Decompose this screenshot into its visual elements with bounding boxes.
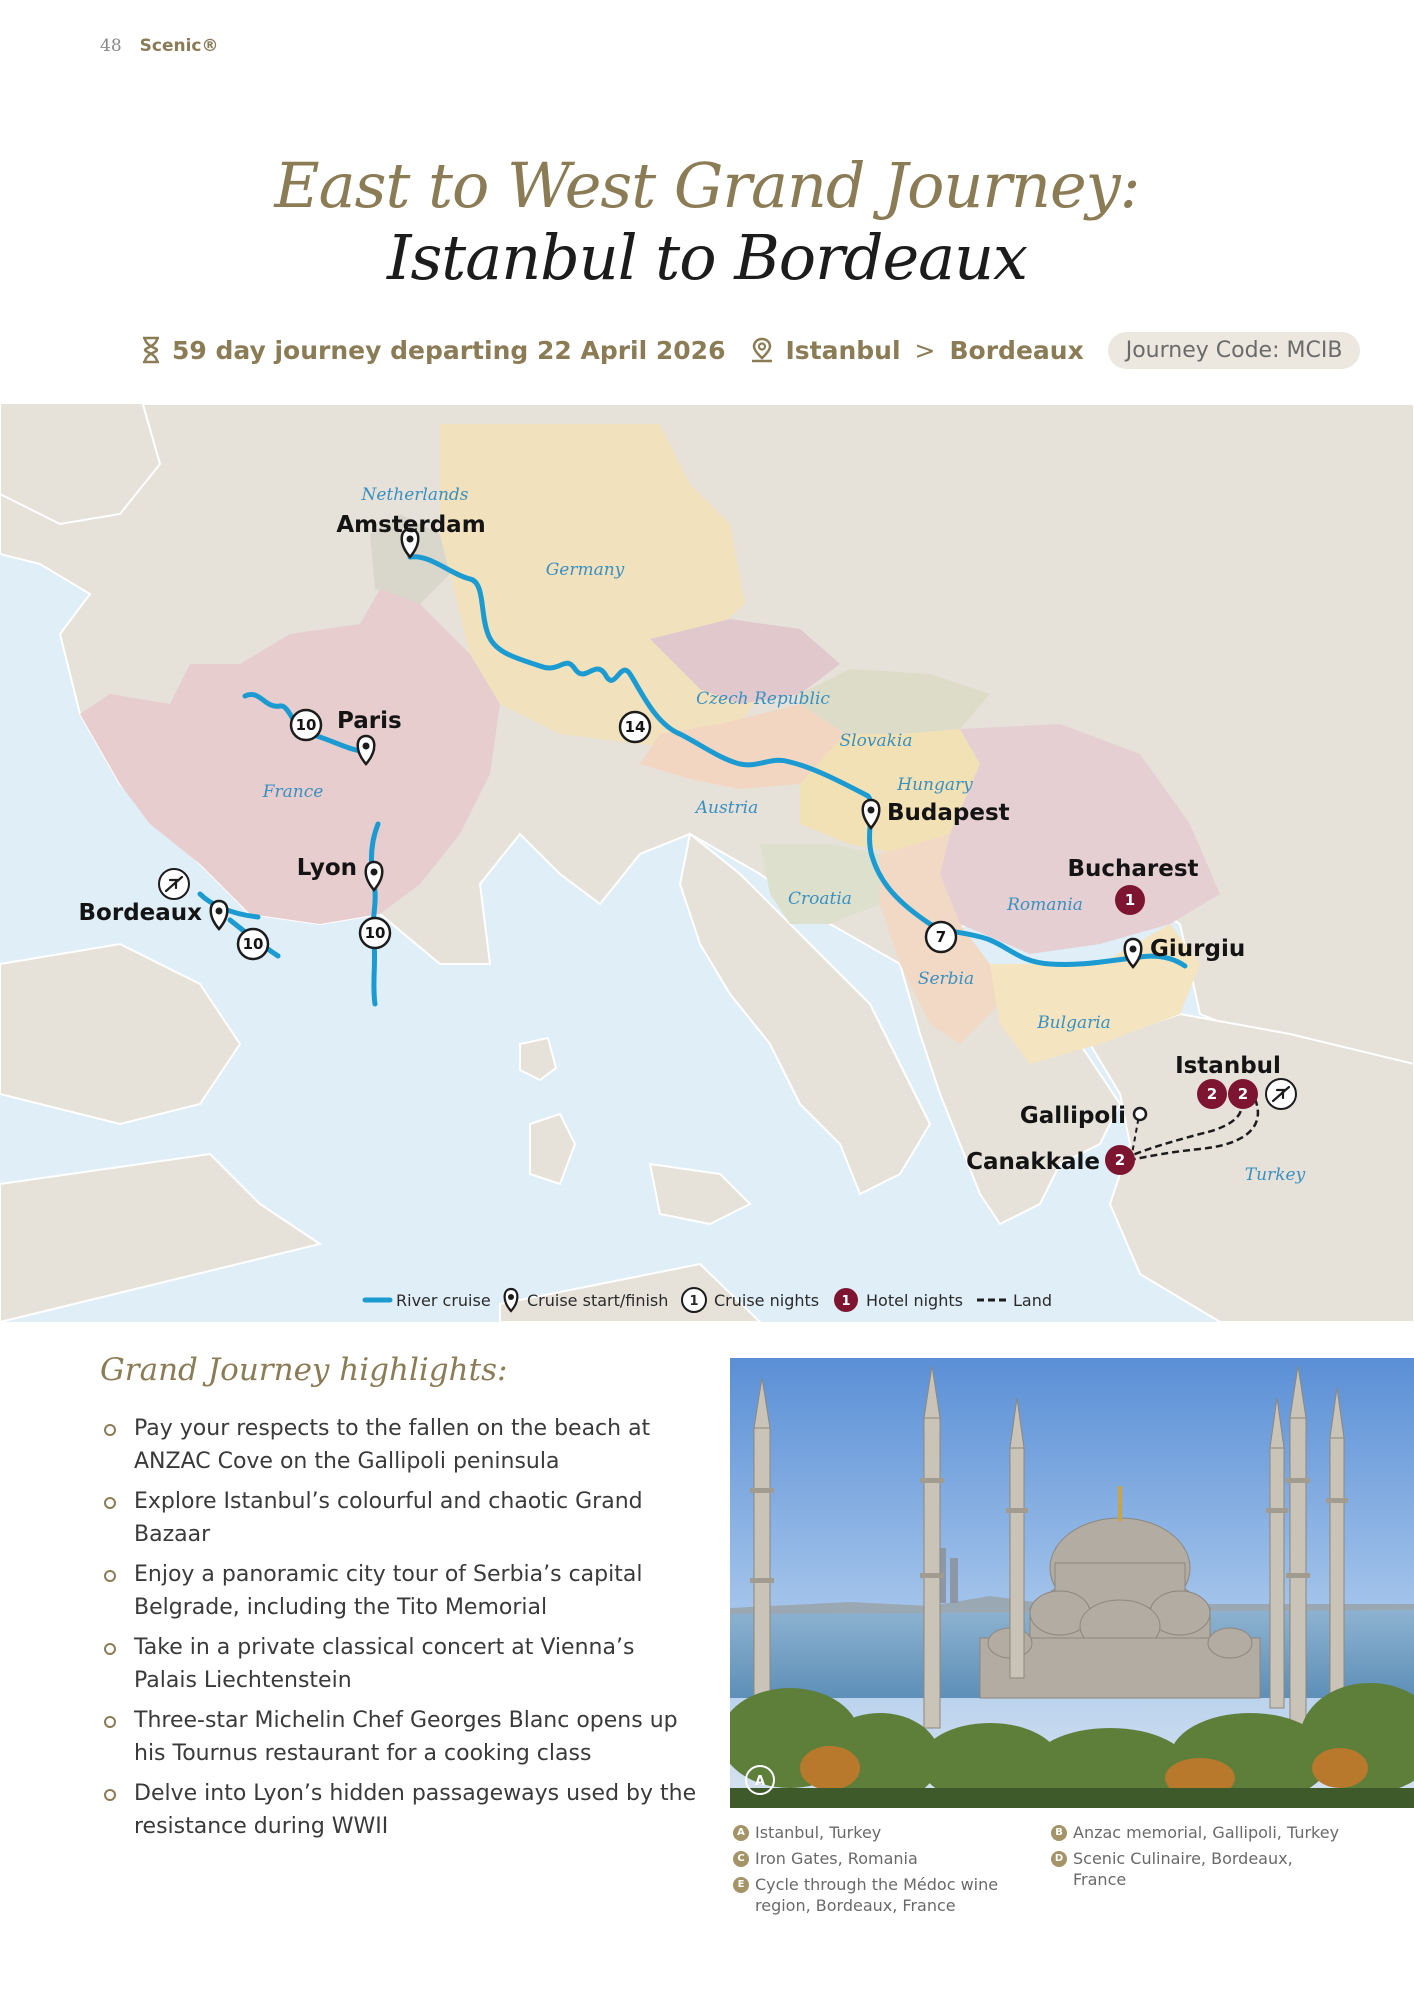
caption-text: Cycle through the Médoc wine region, Bordeaux, France <box>755 1875 999 1915</box>
cruise-nights-value: 7 <box>935 928 947 946</box>
city-paris: Paris <box>337 708 402 734</box>
cruise-nights-badge <box>291 710 321 740</box>
label-bulgaria: Bulgaria <box>1037 1013 1111 1033</box>
legend-river-cruise: River cruise <box>396 1291 491 1310</box>
list-item <box>100 1558 700 1624</box>
label-turkey: Turkey <box>1244 1165 1306 1185</box>
cruise-nights-value: 10 <box>242 935 264 953</box>
hotel-nights-badge <box>1115 885 1145 915</box>
caption-letter: E <box>733 1877 749 1893</box>
hotel-nights-value: 2 <box>1206 1085 1218 1103</box>
list-item <box>100 1485 700 1551</box>
city-bordeaux: Bordeaux <box>78 900 202 926</box>
cruise-nights-value: 10 <box>364 924 386 942</box>
hotel-nights-badge <box>1228 1079 1258 1109</box>
city-budapest: Budapest <box>887 800 1010 826</box>
caption-item <box>1051 1822 1351 1843</box>
gallipoli-marker <box>1134 1108 1146 1120</box>
highlight-text: Pay your respects to the fallen on the beach at ANZAC Cove on the Gallipoli peninsula <box>134 1416 651 1474</box>
highlight-text: Take in a private classical concert at Vienna’s Palais Liechtenstein <box>134 1635 635 1693</box>
legend-cruise-nights: Cruise nights <box>714 1291 820 1310</box>
bullet-icon <box>104 1716 116 1728</box>
list-item <box>100 1631 700 1697</box>
journey-duration: 59 day journey departing 22 April 2026 <box>172 335 726 365</box>
caption-item <box>733 1874 1033 1916</box>
airplane-icon <box>159 869 189 899</box>
journey-meta <box>140 330 1360 370</box>
cruise-nights-badge <box>238 929 268 959</box>
label-romania: Romania <box>1007 895 1083 915</box>
caption-item <box>1051 1848 1311 1890</box>
caption-text: Istanbul, Turkey <box>755 1823 882 1842</box>
route-from: Istanbul <box>785 335 901 365</box>
caption-letter: B <box>1051 1825 1067 1841</box>
highlights-title: Grand Journey highlights: <box>100 1352 508 1388</box>
cruise-nights-value: 14 <box>624 718 646 736</box>
caption-item <box>733 1822 1033 1843</box>
route-to: Bordeaux <box>949 335 1084 365</box>
label-austria: Austria <box>695 798 759 818</box>
bullet-icon <box>104 1643 116 1655</box>
city-istanbul: Istanbul <box>1175 1053 1281 1079</box>
page-title <box>0 150 1414 294</box>
highlight-text: Explore Istanbul’s colourful and chaotic Grand Bazaar <box>134 1489 643 1547</box>
legend-hotel-nights: Hotel nights <box>866 1291 963 1310</box>
city-giurgiu: Giurgiu <box>1150 936 1246 962</box>
page-header <box>100 36 219 56</box>
cruise-nights-badge <box>360 918 390 948</box>
legend-land: Land <box>1013 1291 1053 1310</box>
caption-item <box>733 1848 1033 1869</box>
label-czech-republic: Czech Republic <box>696 689 830 709</box>
hourglass-icon <box>140 336 162 364</box>
caption-letter: A <box>733 1825 749 1841</box>
caption-text: Iron Gates, Romania <box>755 1849 918 1868</box>
hotel-nights-value: 2 <box>1237 1085 1249 1103</box>
bullet-icon <box>104 1789 116 1801</box>
route-map <box>0 404 1414 1322</box>
location-pin-icon <box>749 336 775 364</box>
caption-text: Scenic Culinaire, Bordeaux, France <box>1073 1849 1293 1889</box>
bullet-icon <box>104 1570 116 1582</box>
label-france: France <box>262 782 324 802</box>
highlight-text: Enjoy a panoramic city tour of Serbia’s capital Belgrade, including the Tito Memorial <box>134 1562 643 1620</box>
photo-badge-letter: A <box>754 1774 766 1789</box>
caption-letter: C <box>733 1851 749 1867</box>
legend-cruise-start-finish: Cruise start/finish <box>527 1291 669 1310</box>
hotel-nights-badge <box>1105 1145 1135 1175</box>
bullet-icon <box>104 1497 116 1509</box>
label-germany: Germany <box>545 560 625 580</box>
route-map-svg <box>0 404 1414 1322</box>
bullet-icon <box>104 1424 116 1436</box>
city-bucharest: Bucharest <box>1067 856 1199 882</box>
city-gallipoli: Gallipoli <box>1019 1103 1126 1129</box>
city-amsterdam: Amsterdam <box>336 512 486 538</box>
highlight-text: Three-star Michelin Chef Georges Blanc opens up his Tournus restaurant for a cooking class <box>134 1708 678 1766</box>
cruise-nights-badge <box>926 922 956 952</box>
title-line-2: Istanbul to Bordeaux <box>387 221 1027 294</box>
brand-logo: Scenic® <box>139 36 219 56</box>
highlight-text: Delve into Lyon’s hidden passageways used by the resistance during WWII <box>134 1781 697 1839</box>
caption-text: Anzac memorial, Gallipoli, Turkey <box>1073 1823 1340 1842</box>
label-serbia: Serbia <box>917 969 975 989</box>
label-netherlands: Netherlands <box>361 485 469 505</box>
list-item <box>100 1777 700 1843</box>
label-croatia: Croatia <box>788 889 852 909</box>
caption-letter: D <box>1051 1851 1067 1867</box>
hotel-nights-value: 1 <box>1124 891 1136 909</box>
legend-hotel-badge-number: 1 <box>841 1294 851 1309</box>
cruise-nights-badge <box>620 712 650 742</box>
journey-code-badge: Journey Code: MCIB <box>1108 332 1361 369</box>
airplane-icon <box>1266 1079 1296 1109</box>
label-slovakia: Slovakia <box>839 731 913 751</box>
title-line-1: East to West Grand Journey: <box>274 149 1140 222</box>
list-item <box>100 1704 700 1770</box>
hotel-nights-value: 2 <box>1114 1151 1126 1169</box>
highlights-list <box>100 1412 700 1850</box>
list-item <box>100 1412 700 1478</box>
page-number: 48 <box>100 36 122 56</box>
city-canakkale: Canakkale <box>966 1149 1100 1175</box>
route-separator: > <box>914 335 936 365</box>
photo-istanbul-mosque <box>730 1358 1414 1808</box>
city-lyon: Lyon <box>296 855 357 881</box>
cruise-nights-value: 10 <box>295 716 317 734</box>
label-hungary: Hungary <box>897 775 973 795</box>
mosque-illustration <box>730 1358 1414 1808</box>
legend-cruise-badge-number: 1 <box>689 1294 699 1309</box>
hotel-nights-badge <box>1197 1079 1227 1109</box>
